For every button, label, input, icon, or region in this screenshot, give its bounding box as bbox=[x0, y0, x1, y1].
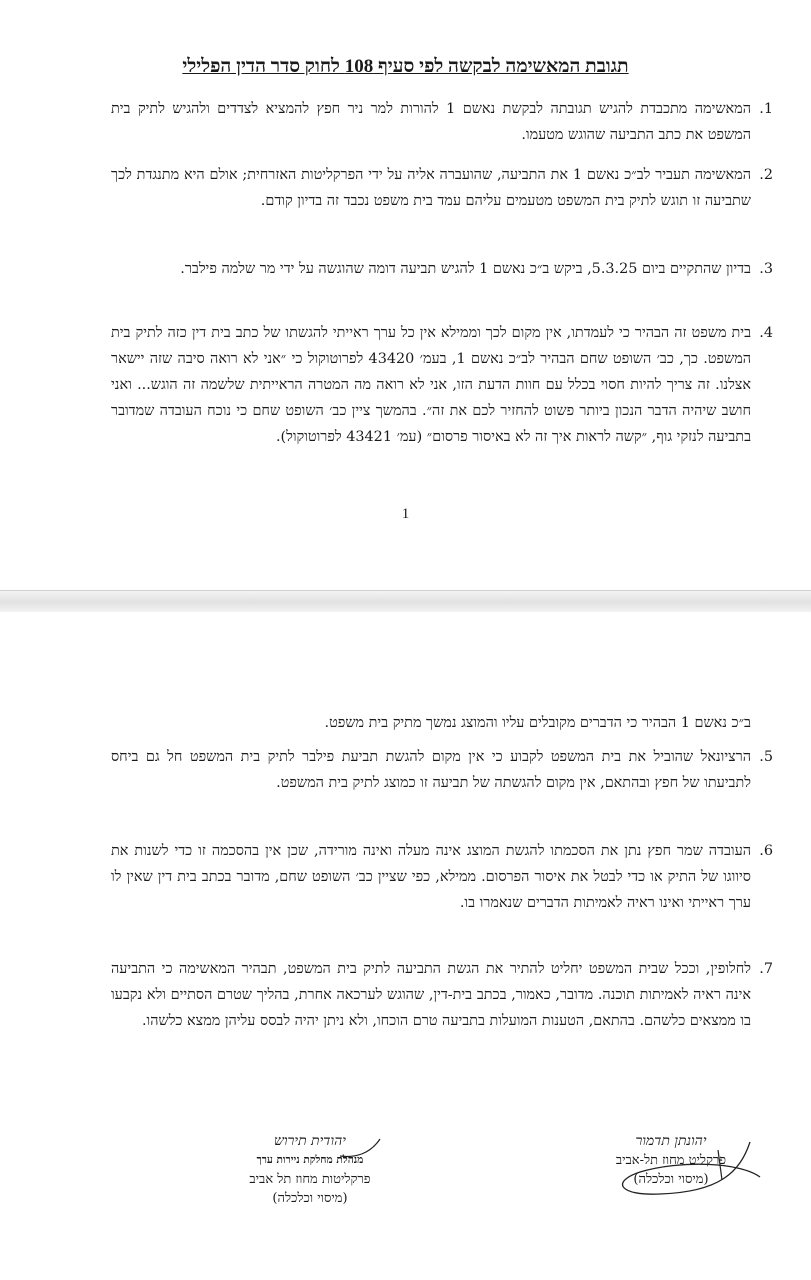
paragraph-number: 2. bbox=[759, 167, 773, 183]
paragraph-2: המאשימה תעביר לב״כ נאשם 1 את התביעה, שהועברה אליה על ידי הפרקליטות האזרחית; אולם היא מתנגדת לכך שתביעה זו תוגש לתיק בית המשפט מטעמים עליהם עמד בית משפט נכבד זה בדיון קודם. bbox=[111, 167, 751, 209]
signer-role: פרקליט מחוז תל-אביב bbox=[615, 1153, 727, 1168]
paragraph-6: העובדה שמר חפץ נתן את הסכמתו להגשת המוצג אינה מעלה ואינה מורידה, שכן אין בהסכמה זו כדי לשנות את סיווגו של התיק או כדי לבטל את איסור הפרסום. ממילא, כפי שציין כב׳ השופט שחם, מדובר בכתב בית דין שאין לו ערך ראייתי ואינו ראיה לאמיתות הדברים שנאמרו בו. bbox=[111, 843, 751, 911]
paragraph-4: בית משפט זה הבהיר כי לעמדתו, אין מקום לכך וממילא אין כל ערך ראייתי להגשתו של כתב בית דין כזה לתיק בית המשפט. כך, כב׳ השופט שחם הבהיר לב״כ נאשם 1, בעמ׳ 43420 לפרוטוקול כי ״אני לא רואה סיבה שזה יישאר אצלנו. זה צריך להיות חסוי בכלל עם חוות הדעת הזו, אני לא רואה מה המטרה הראייתית שלשמה זה הוגש... ואני חושב שיהיה הדבר הנכון ביותר פשוט להחזיר לכם את זה״. בהמשך ציין כב׳ השופט שחם כי נוכח העובדה שמדובר בתביעה לנזקי גוף, ״קשה לראות איך זה לא באיסור פרסום״ (עמ׳ 43421 לפרוטוקול). bbox=[111, 325, 752, 445]
paragraph-3: בדיון שהתקיים ביום 5.3.25, ביקש ב״כ נאשם 1 להגיש תביעה דומה שהוגשה על ידי מר שלמה פילבר. bbox=[180, 261, 751, 277]
handwritten-initial-icon bbox=[330, 1134, 390, 1164]
page-number: 1 bbox=[401, 506, 410, 522]
signer-name: יהודית תירוש bbox=[274, 1133, 346, 1149]
paragraph-number: 7. bbox=[759, 961, 773, 977]
paragraph-number: 6. bbox=[759, 843, 773, 859]
signer-department: (מיסוי וכלכלה) bbox=[633, 1172, 709, 1187]
signer-role: פרקליטות מחוז תל אביב bbox=[249, 1172, 371, 1187]
paragraph-1: המאשימה מתכבדת להגיש תגובתה לבקשת נאשם 1 להורות למר ניר חפץ להמציא לצדדים ולהגיש לתיק בית המשפט את כתב התביעה שהוגש מטעמו. bbox=[111, 101, 751, 143]
document-title: תגובת המאשימה לבקשה לפי סעיף 108 לחוק סדר הדין הפלילי bbox=[182, 56, 629, 77]
paragraph-7: לחלופין, וככל שבית המשפט יחליט להתיר את הגשת התביעה לתיק בית המשפט, תבהיר המאשימה כי התביעה אינה ראיה לאמיתות תוכנה. מדובר, כאמור, בכתב בית-דין, שהוגש לערכאה אחרת, בהליך שטרם הסתיים ולא נקבעו בו ממצאים כלשהם. בהתאם, הטענות המועלות בתביעה טרם הוכחו, ולא ניתן יהיה לבסס עליהן ממצא כלשהו. bbox=[111, 961, 751, 1029]
paragraph-5: הרציונאל שהוביל את בית המשפט לקבוע כי אין מקום להגשת תביעת פילבר לתיק בית המשפט חל גם ביחס לתביעתו של חפץ ובהתאם, אין מקום להגשתה של תביעה זו כמוצג לתיק בית המשפט. bbox=[111, 749, 751, 791]
paragraph-number: 5. bbox=[759, 749, 773, 765]
paragraph-4-continued: ב״כ נאשם 1 הבהיר כי הדברים מקובלים עליו והמוצג נמשך מתיק בית משפט. bbox=[324, 715, 751, 731]
signer-name: יהונתן תדמור bbox=[635, 1133, 707, 1149]
signer-title: מנהלת מחלקת ניירות ערך bbox=[256, 1154, 364, 1166]
document-page-1 bbox=[0, 0, 811, 590]
paragraph-number: 3. bbox=[759, 261, 773, 277]
document-page-2 bbox=[0, 612, 811, 1280]
handwritten-signature-icon bbox=[600, 1132, 770, 1212]
page-separator bbox=[0, 590, 811, 614]
paragraph-number: 1. bbox=[759, 101, 773, 117]
signer-department: (מיסוי וכלכלה) bbox=[272, 1191, 348, 1206]
paragraph-number: 4. bbox=[759, 325, 773, 341]
